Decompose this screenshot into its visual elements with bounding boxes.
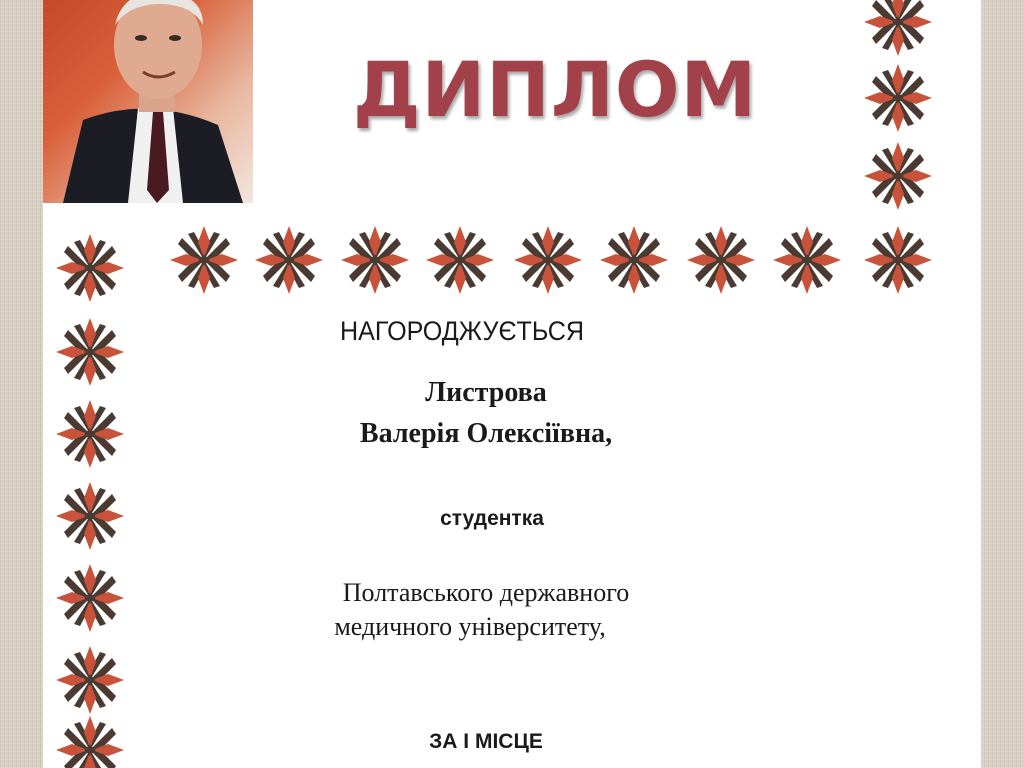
award-place: ЗА І МІСЦЕ — [429, 730, 543, 753]
star-motif-icon — [685, 224, 757, 296]
star-motif-icon — [862, 140, 934, 212]
awarded-label: НАГОРОДЖУЄТЬСЯ — [340, 316, 585, 346]
star-motif-icon — [339, 224, 411, 296]
star-motif-icon — [771, 224, 843, 296]
star-motif-icon — [54, 644, 126, 716]
star-motif-icon — [862, 62, 934, 134]
star-motif-icon — [168, 224, 240, 296]
star-motif-icon — [424, 224, 496, 296]
star-motif-icon — [54, 562, 126, 634]
star-motif-icon — [862, 0, 934, 58]
star-motif-icon — [54, 316, 126, 388]
recipient-surname: Листрова — [425, 377, 547, 408]
star-motif-icon — [253, 224, 325, 296]
institution-line-2: медичного університету, — [334, 612, 606, 641]
star-motif-icon — [512, 224, 584, 296]
star-motif-icon — [54, 398, 126, 470]
portrait-photo — [43, 0, 253, 203]
star-motif-icon — [54, 714, 126, 768]
star-motif-icon — [54, 480, 126, 552]
star-motif-icon — [54, 232, 126, 304]
star-motif-icon — [862, 224, 934, 296]
institution-line-1: Полтавського державного — [342, 578, 630, 607]
star-motif-icon — [598, 224, 670, 296]
recipient-role: студентка — [440, 507, 544, 530]
recipient-given-names: Валерія Олексіївна, — [359, 418, 613, 449]
diploma-title: ДИПЛОМ — [352, 45, 758, 134]
